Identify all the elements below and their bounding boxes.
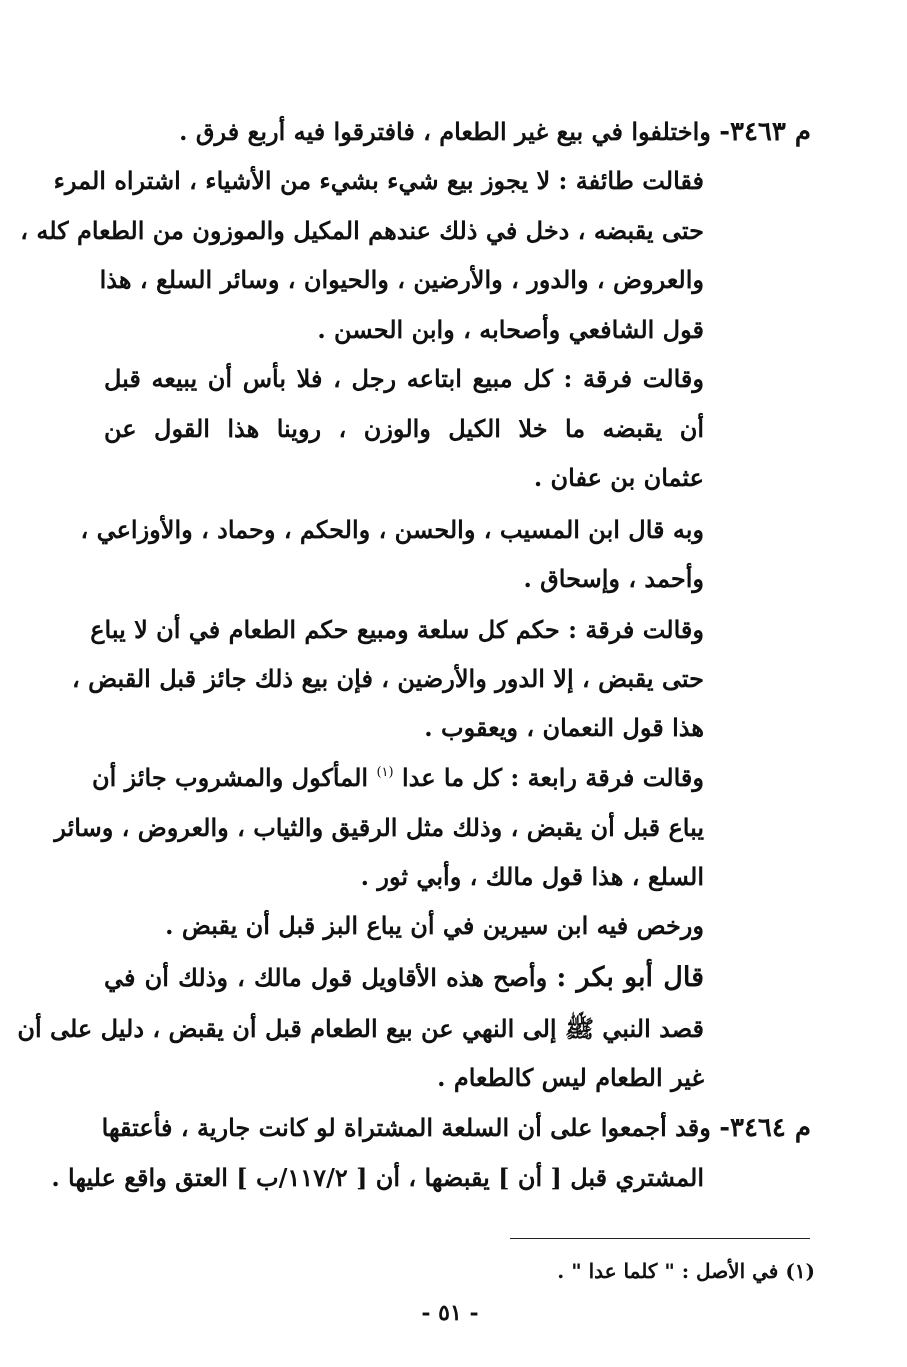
- opinion-5-line-1-before: وقالت فرقة رابعة : كل ما عدا: [401, 763, 704, 792]
- abubakr-lead: قال أبو بكر :: [556, 962, 705, 993]
- issue-marker-3463: م ٣٤٦٣-: [719, 117, 811, 147]
- opinion-2-line-1: وقالت فرقة : كل مبيع ابتاعه رجل ، فلا بأس أن يبيعه قبل: [104, 364, 704, 393]
- opinion-1-line-4: قول الشافعي وأصحابه ، وابن الحسن .: [317, 315, 704, 344]
- opinion-5-line-2: يباع قبل أن يقبض ، وذلك مثل الرقيق والثياب ، والعروض ، وسائر: [54, 813, 704, 842]
- opinion-1-line-2: حتى يقبضه ، دخل في ذلك عندهم المكيل والموزون من الطعام كله ،: [20, 216, 704, 245]
- opinion-5-line-1-after: المأكول والمشروب جائز أن: [91, 763, 369, 792]
- opinion-4-line-1: وقالت فرقة : حكم كل سلعة ومبيع حكم الطعام في أن لا يباع: [90, 615, 704, 644]
- opinion-3-line-2: وأحمد ، وإسحاق .: [523, 564, 704, 593]
- paragraph-3464-line-2: المشتري قبل [ أن ] يقبضها ، أن [ ١١٧/٢/ب ] العتق واقع عليها .: [51, 1163, 704, 1192]
- abubakr-line-2: قصد النبي ﷺ إلى النهي عن بيع الطعام قبل أن يقبض ، دليل على أن: [17, 1014, 704, 1043]
- paragraph-3463-line-1: [179, 114, 811, 150]
- abubakr-line-3: غير الطعام ليس كالطعام .: [437, 1063, 704, 1092]
- footnote: [415, 1256, 815, 1286]
- footnote-ref: (١): [376, 765, 394, 780]
- opinion-1-line-1: فقالت طائفة : لا يجوز بيع شيء بشيء من الأشياء ، اشتراه المرء: [53, 166, 704, 195]
- abubakr-line-1-rest: وأصح هذه الأقاويل قول مالك ، وذلك أن في: [104, 963, 548, 992]
- footnote-number: (١): [785, 1259, 815, 1283]
- paragraph-3464-text: وقد أجمعوا على أن السلعة المشتراة لو كانت جارية ، فأعتقها: [101, 1113, 711, 1142]
- footnote-separator: [510, 1238, 810, 1239]
- opinion-2-line-3: عثمان بن عفان .: [533, 463, 704, 492]
- opinion-4-line-3: هذا قول النعمان ، ويعقوب .: [424, 713, 704, 742]
- opinion-5-line-1: [91, 760, 704, 801]
- page-number: - ٥١ -: [421, 1300, 479, 1326]
- opinion-1-line-3: والعروض ، والدور ، والأرضين ، والحيوان ، وسائر السلع ، هذا: [99, 265, 704, 294]
- opinion-6-line-1: ورخص فيه ابن سيرين في أن يباع البز قبل أن يقبض .: [165, 911, 704, 940]
- opinion-3-line-1: وبه قال ابن المسيب ، والحسن ، والحكم ، وحماد ، والأوزاعي ،: [80, 515, 704, 544]
- opinion-5-line-3: السلع ، هذا قول مالك ، وأبي ثور .: [360, 862, 704, 891]
- opinion-2-line-2: أن يقبضه ما خلا الكيل والوزن ، روينا هذا القول عن: [104, 414, 704, 443]
- abubakr-line-1: [104, 960, 704, 996]
- footnote-text: في الأصل : " كلما عدا " .: [557, 1259, 779, 1283]
- opinion-4-line-2: حتى يقبض ، إلا الدور والأرضين ، فإن بيع ذلك جائز قبل القبض ،: [71, 664, 704, 693]
- issue-marker-3464: م ٣٤٦٤-: [719, 1113, 811, 1143]
- paragraph-3463-text: واختلفوا في بيع غير الطعام ، فافترقوا فيه أربع فرق .: [179, 117, 711, 146]
- paragraph-3464-line-1: [101, 1110, 811, 1146]
